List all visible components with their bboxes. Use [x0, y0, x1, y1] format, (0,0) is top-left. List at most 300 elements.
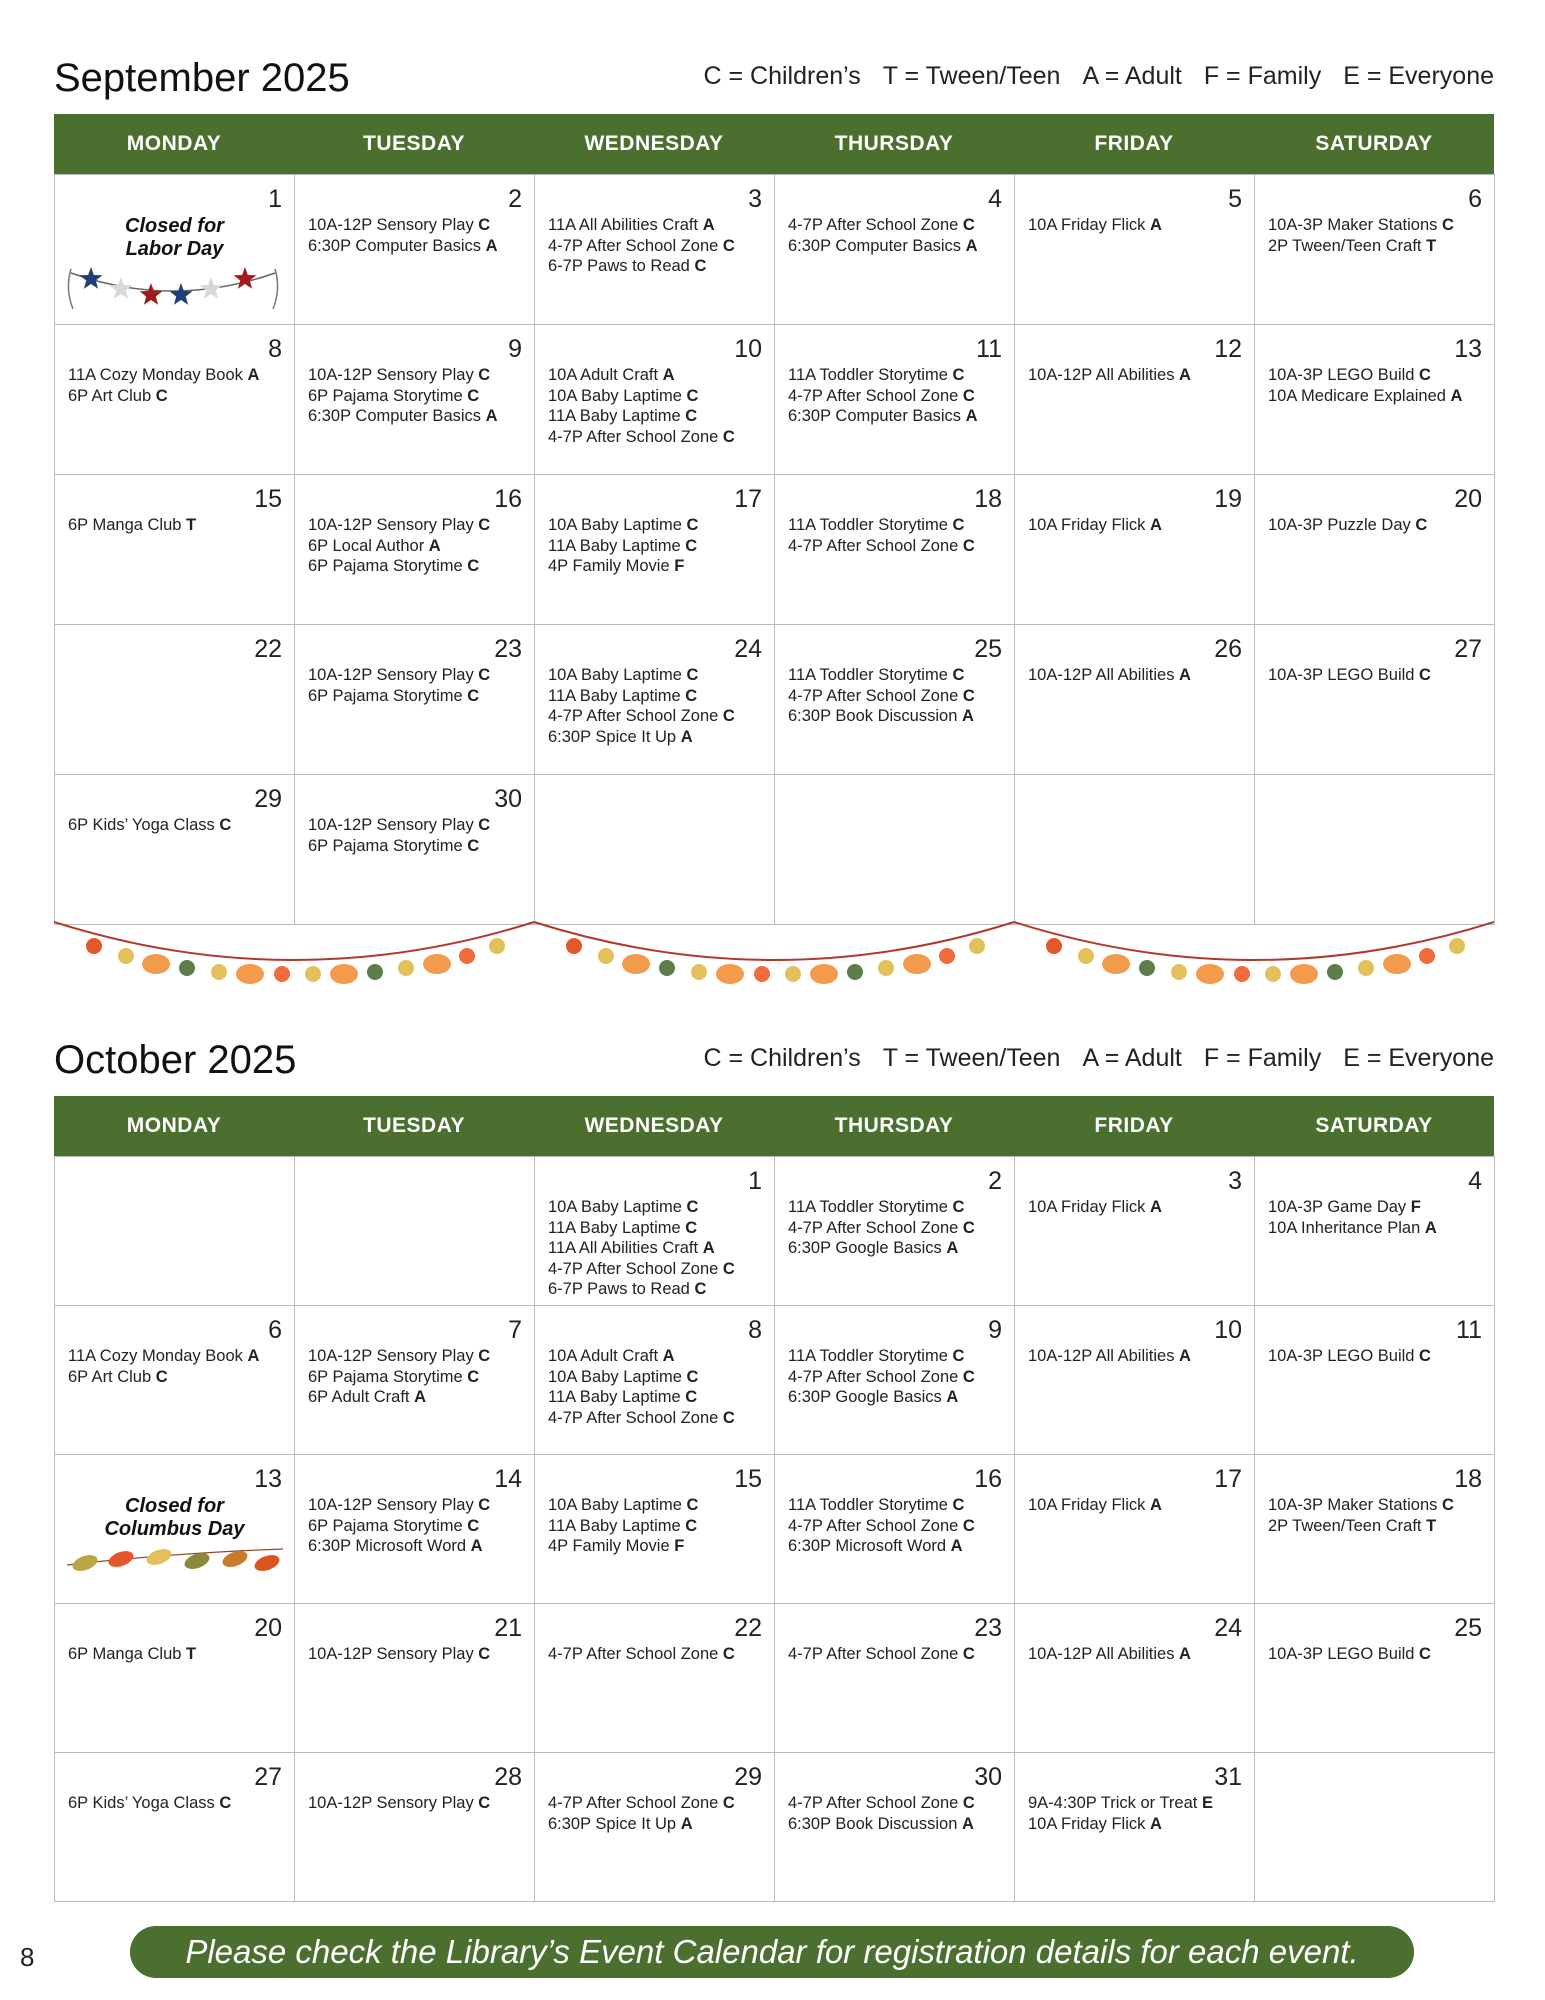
legend-tween-teen: T = Tween/Teen — [882, 62, 1061, 90]
day-number: 23 — [494, 635, 522, 663]
audience-code: C — [686, 516, 699, 534]
day-cell — [535, 475, 775, 625]
event-title: 4-7P After School Zone — [788, 216, 963, 234]
event-item — [788, 1346, 1008, 1367]
day-number: 30 — [974, 1763, 1002, 1791]
leaf-garland-icon — [63, 1539, 288, 1584]
audience-code: C — [1441, 216, 1454, 234]
audience-code: C — [467, 686, 480, 705]
day-number: 29 — [254, 785, 282, 813]
day-number: 12 — [1214, 335, 1242, 363]
event-list — [548, 1197, 768, 1300]
event-list — [308, 1346, 528, 1408]
audience-code: F — [674, 1537, 685, 1555]
audience-code: A — [1179, 1645, 1191, 1663]
event-title: 11A Toddler Storytime — [788, 516, 953, 534]
audience-code: C — [962, 1516, 975, 1535]
audience-code: C — [694, 1280, 707, 1298]
event-title: 6:30P Google Basics — [788, 1388, 947, 1406]
event-list — [68, 815, 288, 836]
day-cell — [295, 475, 535, 625]
audience-code: C — [478, 1347, 491, 1365]
audience-code: C — [467, 557, 480, 575]
day-cell — [55, 1604, 295, 1753]
audience-code: A — [1149, 516, 1162, 534]
day-number: 27 — [254, 1763, 282, 1791]
audience-code: C — [685, 1388, 698, 1406]
event-list — [548, 1346, 768, 1428]
event-item — [68, 365, 288, 386]
event-title: 10A-3P Maker Stations — [1268, 1496, 1442, 1514]
day-number: 11 — [1456, 1316, 1482, 1344]
event-item — [1028, 365, 1248, 386]
event-list — [1268, 365, 1488, 406]
event-item — [548, 256, 768, 277]
audience-code: A — [946, 1388, 959, 1406]
event-item — [308, 215, 528, 236]
event-title: 10A Baby Laptime — [548, 666, 687, 684]
day-number: 16 — [494, 485, 522, 513]
event-list — [308, 365, 528, 427]
event-title: 6P Pajama Storytime — [308, 1367, 468, 1386]
event-item — [548, 1279, 768, 1300]
audience-code: C — [478, 816, 491, 834]
audience-code: C — [1419, 1347, 1431, 1365]
event-title: 4-7P After School Zone — [548, 1645, 723, 1663]
day-number: 8 — [268, 335, 282, 363]
day-number: 25 — [974, 635, 1002, 663]
event-item — [548, 1346, 768, 1367]
audience-code: C — [694, 257, 707, 275]
event-title: 11A Toddler Storytime — [788, 366, 953, 384]
day-number: 17 — [734, 485, 762, 513]
event-item — [788, 1495, 1008, 1516]
day-number: 4 — [988, 185, 1002, 213]
day-number: 24 — [734, 635, 762, 663]
day-cell — [775, 625, 1015, 775]
event-item — [1028, 1814, 1248, 1835]
day-cell — [535, 1157, 775, 1306]
audience-code: C — [722, 1645, 735, 1663]
event-item — [1028, 1793, 1248, 1814]
day-number: 24 — [1214, 1614, 1242, 1642]
event-item — [1268, 1516, 1488, 1537]
event-item — [788, 386, 1008, 407]
day-number: 2 — [508, 185, 522, 213]
day-number: 21 — [494, 1614, 522, 1642]
audience-code: A — [1179, 666, 1191, 684]
day-cell — [295, 175, 535, 325]
day-cell — [1015, 1753, 1255, 1902]
event-title: 11A Baby Laptime — [548, 536, 686, 555]
event-list — [1268, 215, 1488, 256]
event-title: 11A Toddler Storytime — [788, 1496, 953, 1514]
event-title: 11A Baby Laptime — [548, 686, 686, 705]
event-item — [1028, 515, 1248, 536]
event-list — [308, 515, 528, 577]
day-cell — [295, 1306, 535, 1455]
event-title: 6P Local Author — [308, 536, 429, 555]
event-item — [1268, 1644, 1488, 1665]
event-item — [548, 1644, 768, 1665]
day-number: 9 — [508, 335, 522, 363]
event-title: 4-7P After School Zone — [788, 386, 963, 405]
day-cell — [55, 775, 295, 925]
audience-code: C — [685, 536, 698, 555]
event-list — [1028, 1197, 1248, 1218]
audience-code: C — [155, 1367, 168, 1386]
audience-code: C — [467, 1367, 480, 1386]
event-title: 11A All Abilities Craft — [548, 1239, 703, 1257]
weekday-thursday: THURSDAY — [834, 132, 954, 155]
event-item — [548, 427, 768, 448]
event-item — [788, 665, 1008, 686]
day-cell — [535, 325, 775, 475]
legend-everyone: E = Everyone — [1343, 62, 1494, 90]
event-item — [548, 236, 768, 257]
event-title: 11A Toddler Storytime — [788, 666, 953, 684]
event-title: 6-7P Paws to Read — [548, 1280, 695, 1298]
event-list — [68, 365, 288, 406]
day-cell — [295, 625, 535, 775]
event-title: 6:30P Spice It Up — [548, 727, 681, 746]
event-item — [308, 365, 528, 386]
weekday-saturday: SATURDAY — [1315, 132, 1433, 155]
event-item — [1028, 1197, 1248, 1218]
event-title: 6P Pajama Storytime — [308, 1516, 468, 1535]
event-list — [788, 515, 1008, 556]
event-item — [788, 536, 1008, 557]
day-number: 1 — [748, 1167, 762, 1195]
event-title: 10A Baby Laptime — [548, 1496, 687, 1514]
day-number: 20 — [1454, 485, 1482, 513]
page-number: 8 — [20, 1942, 35, 1972]
event-item — [548, 665, 768, 686]
audience-code: C — [467, 1516, 480, 1535]
event-title: 6:30P Microsoft Word — [788, 1537, 951, 1555]
day-cell — [535, 1306, 775, 1455]
audience-code: C — [155, 386, 168, 405]
weekday-saturday: SATURDAY — [1315, 1114, 1433, 1137]
day-cell — [1255, 775, 1495, 925]
event-list — [308, 1644, 528, 1665]
legend-adult: A = Adult — [1082, 1044, 1182, 1072]
event-title: 10A Friday Flick — [1028, 216, 1150, 234]
day-cell — [1255, 1455, 1495, 1604]
day-cell — [295, 775, 535, 925]
event-item — [308, 406, 528, 427]
event-title: 4-7P After School Zone — [548, 236, 723, 255]
event-title: 6:30P Computer Basics — [308, 236, 486, 255]
closed-notice: Closed for Columbus Day — [104, 1495, 245, 1540]
day-cell — [535, 1753, 775, 1902]
event-list — [548, 665, 768, 747]
audience-code: C — [962, 216, 975, 234]
day-number: 13 — [254, 1465, 282, 1493]
weekday-header — [54, 114, 1494, 174]
event-list — [1028, 1793, 1248, 1834]
event-title: 10A Baby Laptime — [548, 1198, 687, 1216]
audience-code: A — [946, 1239, 959, 1257]
event-list — [1028, 1346, 1248, 1367]
audience-code: C — [722, 1794, 735, 1812]
day-cell — [1255, 325, 1495, 475]
audience-code: A — [680, 1814, 693, 1833]
event-item — [788, 1238, 1008, 1259]
calendar-grid — [54, 174, 1495, 925]
event-list — [308, 665, 528, 706]
calendar-title: September 2025 — [54, 56, 350, 100]
day-number: 10 — [734, 335, 762, 363]
audience-code: A — [662, 1347, 675, 1365]
event-item — [788, 706, 1008, 727]
event-item — [308, 815, 528, 836]
audience-code: A — [702, 216, 715, 234]
event-title: 4-7P After School Zone — [788, 536, 963, 555]
day-number: 18 — [1454, 1465, 1482, 1493]
day-number: 30 — [494, 785, 522, 813]
audience-code: C — [952, 666, 965, 684]
event-title: 10A-3P LEGO Build — [1268, 666, 1420, 684]
event-title: 11A Baby Laptime — [548, 1388, 686, 1406]
audience-code: E — [1201, 1794, 1213, 1812]
event-title: 10A-12P Sensory Play — [308, 1496, 479, 1514]
event-item — [308, 1387, 528, 1408]
audience-code: C — [962, 1645, 975, 1663]
event-item — [1268, 665, 1488, 686]
event-item — [1028, 1644, 1248, 1665]
event-list — [548, 1644, 768, 1665]
audience-code: C — [1415, 516, 1428, 534]
day-number: 3 — [1228, 1167, 1242, 1195]
audience-code: C — [722, 1408, 735, 1427]
day-number: 10 — [1214, 1316, 1242, 1344]
day-cell — [295, 1455, 535, 1604]
event-title: 11A Baby Laptime — [548, 1516, 686, 1535]
day-cell — [535, 1604, 775, 1753]
event-item — [788, 1516, 1008, 1537]
event-title: 11A Baby Laptime — [548, 407, 686, 425]
event-item — [548, 1259, 768, 1280]
audience-code: A — [1149, 1198, 1162, 1216]
day-cell — [1015, 325, 1255, 475]
day-cell — [55, 625, 295, 775]
audience-code: A — [662, 366, 675, 384]
day-cell — [775, 1306, 1015, 1455]
day-number: 7 — [508, 1316, 522, 1344]
day-cell — [775, 1157, 1015, 1306]
event-list — [788, 1644, 1008, 1665]
event-title: 4-7P After School Zone — [548, 1794, 723, 1812]
audience-code: A — [1149, 1496, 1162, 1514]
day-cell — [55, 175, 295, 325]
event-title: 10A Medicare Explained — [1268, 386, 1451, 405]
event-title: 6:30P Computer Basics — [308, 407, 486, 425]
event-title: 4-7P After School Zone — [548, 427, 723, 446]
audience-code: C — [219, 1794, 232, 1812]
audience-code: C — [1419, 366, 1431, 384]
audience-code: T — [1426, 1516, 1437, 1535]
event-title: 10A-12P Sensory Play — [308, 216, 479, 234]
audience-code: C — [686, 386, 699, 405]
audience-code: A — [1149, 1814, 1162, 1833]
day-cell — [55, 475, 295, 625]
event-item — [308, 1346, 528, 1367]
event-title: 4P Family Movie — [548, 1537, 675, 1555]
event-title: 10A-3P LEGO Build — [1268, 366, 1420, 384]
audience-code: C — [478, 216, 491, 234]
audience-code: T — [186, 516, 197, 534]
audience-code: C — [1419, 1645, 1431, 1663]
audience-code: C — [722, 427, 735, 446]
audience-code: T — [186, 1645, 197, 1663]
event-list — [1028, 515, 1248, 536]
event-title: 6P Pajama Storytime — [308, 557, 468, 575]
day-cell — [295, 325, 535, 475]
audience-code: A — [961, 707, 974, 725]
audience-code: C — [722, 1259, 735, 1278]
event-item — [548, 706, 768, 727]
event-item — [308, 1644, 528, 1665]
audience-code: A — [247, 366, 260, 384]
footer-notice: Please check the Library’s Event Calendar for registration details for each event. — [130, 1926, 1414, 1978]
event-item — [788, 1536, 1008, 1557]
event-item — [548, 1793, 768, 1814]
event-title: 6P Kids’ Yoga Class — [68, 816, 220, 834]
event-list — [548, 515, 768, 577]
weekday-monday: MONDAY — [126, 132, 222, 155]
legend-family: F = Family — [1203, 1044, 1322, 1072]
event-item — [788, 1814, 1008, 1835]
day-cell — [775, 1455, 1015, 1604]
event-title: 10A-12P All Abilities — [1028, 1645, 1180, 1663]
weekday-friday: FRIDAY — [1094, 1114, 1174, 1137]
event-title: 6:30P Google Basics — [788, 1239, 947, 1257]
day-cell — [1255, 475, 1495, 625]
event-item — [308, 1536, 528, 1557]
audience-code: C — [467, 836, 480, 855]
event-item — [788, 1793, 1008, 1814]
event-title: 10A-3P Maker Stations — [1268, 216, 1442, 234]
event-item — [308, 386, 528, 407]
event-title: 9A-4:30P Trick or Treat — [1028, 1794, 1202, 1812]
audience-code: C — [1441, 1496, 1454, 1514]
audience-code: C — [952, 516, 965, 534]
day-cell — [1015, 1455, 1255, 1604]
audience-code: C — [1419, 666, 1431, 684]
stars-banner-icon — [63, 259, 283, 325]
event-title: 4P Family Movie — [548, 557, 675, 575]
event-title: 10A-12P Sensory Play — [308, 816, 479, 834]
day-number: 16 — [974, 1465, 1002, 1493]
event-title: 4-7P After School Zone — [788, 686, 963, 705]
audience-code: A — [470, 1537, 483, 1555]
event-item — [548, 386, 768, 407]
event-title: 10A Baby Laptime — [548, 516, 687, 534]
day-number: 13 — [1454, 335, 1482, 363]
event-title: 10A-12P Sensory Play — [308, 666, 479, 684]
event-item — [548, 727, 768, 748]
event-title: 10A Inheritance Plan — [1268, 1218, 1425, 1237]
event-item — [548, 406, 768, 427]
calendar-grid — [54, 1156, 1495, 1902]
legend-family: F = Family — [1203, 62, 1322, 90]
event-item — [1268, 1218, 1488, 1239]
weekday-wednesday: WEDNESDAY — [584, 132, 724, 155]
event-list — [788, 1346, 1008, 1408]
event-item — [308, 556, 528, 577]
weekday-wednesday: WEDNESDAY — [584, 1114, 724, 1137]
legend — [682, 1044, 1495, 1073]
event-list — [788, 665, 1008, 727]
audience-code: C — [478, 1645, 491, 1663]
event-list — [68, 1346, 288, 1387]
audience-code: C — [686, 666, 699, 684]
event-item — [548, 686, 768, 707]
audience-code: C — [685, 1516, 698, 1535]
event-title: 4-7P After School Zone — [788, 1516, 963, 1535]
audience-code: C — [685, 1218, 698, 1237]
day-cell — [775, 775, 1015, 925]
day-cell — [295, 1753, 535, 1902]
day-cell — [1255, 1604, 1495, 1753]
event-title: 10A-3P Game Day — [1268, 1198, 1411, 1216]
audience-code: C — [478, 516, 491, 534]
event-title: 10A Friday Flick — [1028, 1198, 1150, 1216]
event-title: 10A-12P All Abilities — [1028, 366, 1180, 384]
event-item — [788, 515, 1008, 536]
day-cell — [775, 475, 1015, 625]
event-item — [548, 1197, 768, 1218]
event-item — [548, 1516, 768, 1537]
audience-code: A — [1149, 216, 1162, 234]
day-cell — [775, 1753, 1015, 1902]
event-item — [548, 215, 768, 236]
audience-code: A — [680, 727, 693, 746]
event-title: 4-7P After School Zone — [788, 1794, 963, 1812]
weekday-monday: MONDAY — [126, 1114, 222, 1137]
audience-code: A — [414, 1388, 427, 1406]
event-item — [68, 1644, 288, 1665]
day-cell — [55, 1455, 295, 1604]
audience-code: A — [247, 1347, 260, 1365]
calendar-title: October 2025 — [54, 1038, 297, 1082]
audience-code: C — [685, 407, 698, 425]
audience-code: A — [702, 1239, 715, 1257]
day-number: 3 — [748, 185, 762, 213]
audience-code: A — [428, 536, 441, 555]
event-item — [1028, 215, 1248, 236]
event-list — [788, 215, 1008, 256]
event-item — [548, 365, 768, 386]
day-number: 27 — [1454, 635, 1482, 663]
event-item — [1028, 1346, 1248, 1367]
weekday-friday: FRIDAY — [1094, 132, 1174, 155]
event-title: 10A-12P Sensory Play — [308, 1347, 479, 1365]
event-item — [308, 1495, 528, 1516]
event-item — [68, 1793, 288, 1814]
audience-code: C — [686, 1367, 699, 1386]
event-item — [308, 1793, 528, 1814]
event-title: 6P Art Club — [68, 386, 156, 405]
event-item — [788, 1367, 1008, 1388]
day-cell — [55, 325, 295, 475]
event-title: 10A-12P Sensory Play — [308, 366, 479, 384]
event-item — [308, 686, 528, 707]
event-title: 6P Manga Club — [68, 1645, 187, 1663]
event-item — [1268, 236, 1488, 257]
audience-code: A — [1424, 1218, 1437, 1237]
